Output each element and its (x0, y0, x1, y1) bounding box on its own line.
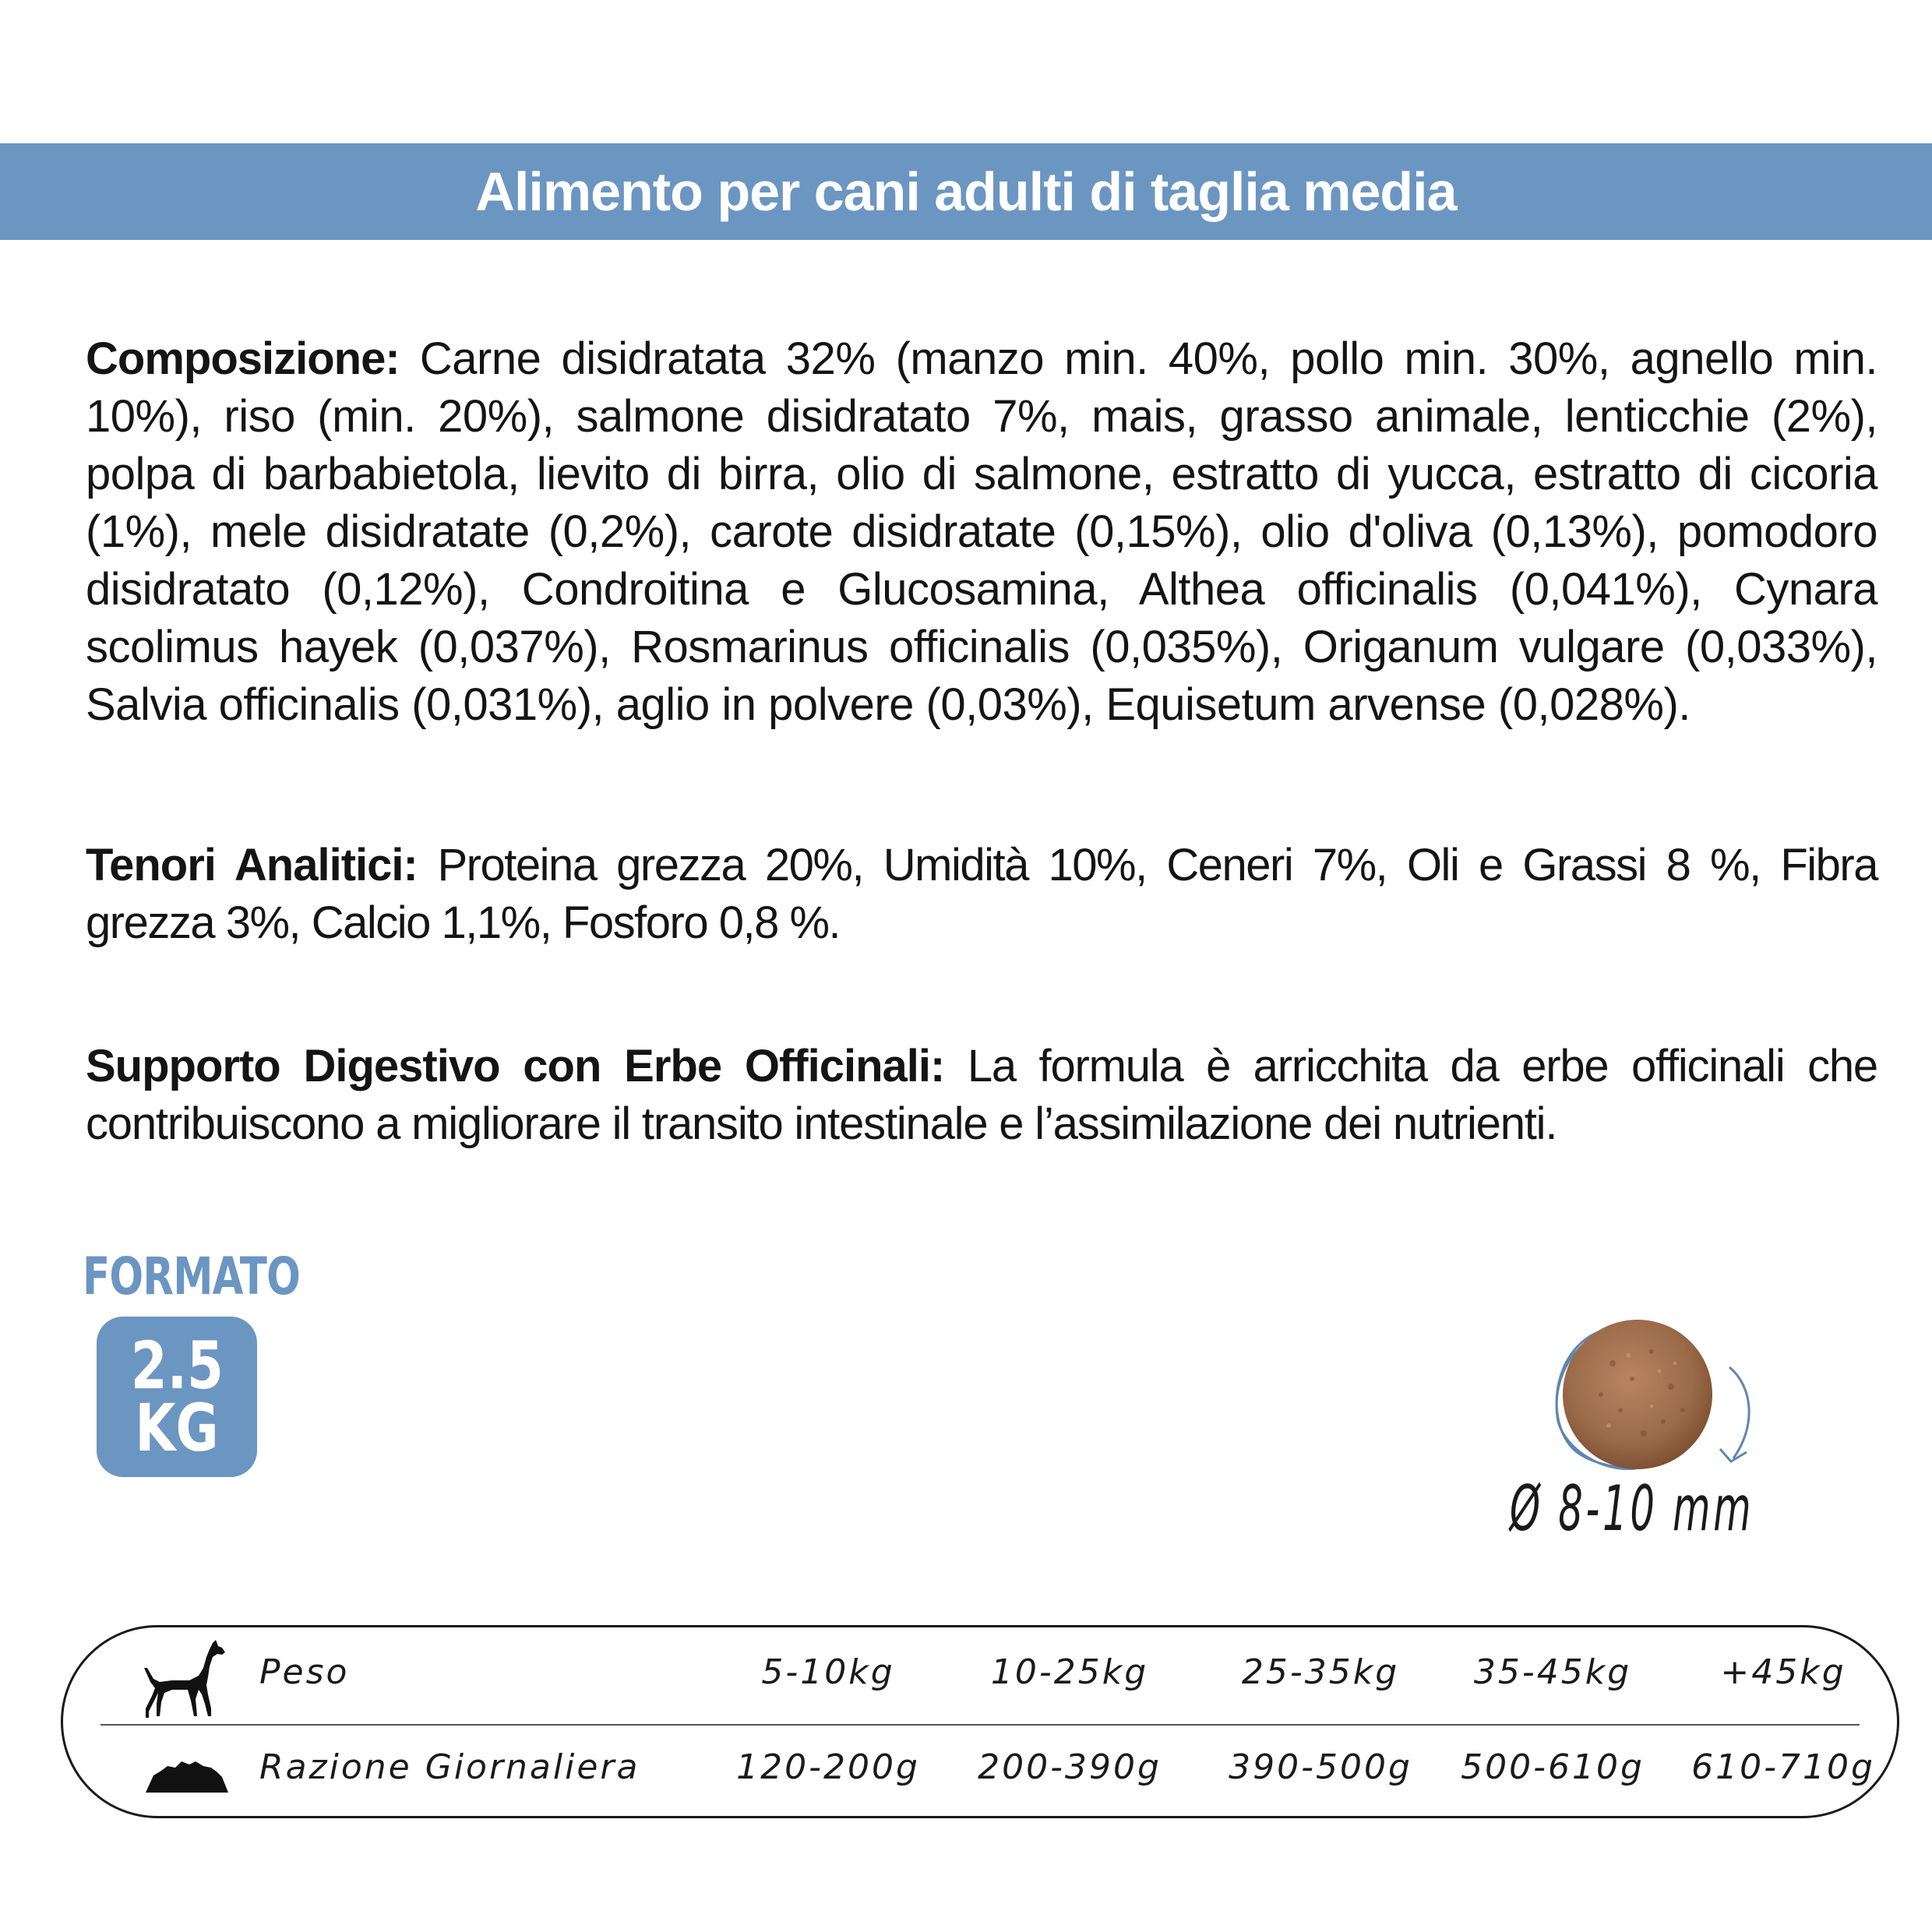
format-label: FORMATO (83, 1246, 301, 1306)
analytic-text: Proteina grezza 20%, Umidità 10%, Ceneri 7%, Oli e Grassi 8 %, Fibra grezza 3%, Calcio 1,1%, Fosforo 0,8 %. (86, 840, 1877, 948)
composition-text: Carne disidratata 32% (manzo min. 40%, pollo min. 30%, agnello min. 10%), riso (min. 20%), salmone disidratato 7%, mais, grasso animale, lenticchie (2%), polpa di barbabietola, lievito di birra, olio di salmone, estratto di yucca, estratto di cicoria (1%), mele disidratate (0,2%), carote disidratate (0,15%), olio d'oliva (0,13%), pomodoro disidratato (0,12%), Condroitina e Glucosamina, Althea officinalis (0,041%), Cynara scolimus hayek (0,037%), Rosmarinus officinalis (0,035%), Origanum vulgare (0,033%), Salvia officinalis (0,031%), aglio in polvere (0,03%), Equisetum arvense (0,028%). (86, 333, 1877, 730)
dog-icon (141, 1637, 234, 1722)
analytic-section (86, 837, 1877, 952)
weight-value: 35-45kg (1473, 1652, 1632, 1692)
digestive-text: La formula è arricchita da erbe officinali che contribuiscono a migliorare il transito intestinale e l’assimilazione dei nutrienti. (86, 1041, 1877, 1149)
ration-value: 390-500g (1229, 1747, 1412, 1787)
digestive-section (86, 1038, 1877, 1153)
table-row-ration (63, 1724, 1897, 1817)
kibble-pile-icon (141, 1732, 234, 1817)
kibble-size-label: Ø 8-10 mm (1510, 1472, 1754, 1545)
digestive-label: Supporto Digestivo con Erbe Officinali: (86, 1041, 945, 1091)
format-badge (97, 1317, 257, 1477)
weight-label: Peso (259, 1652, 350, 1692)
ration-value: 120-200g (736, 1747, 920, 1787)
table-row-weight (63, 1629, 1897, 1722)
ration-label: Razione Giornaliera (259, 1747, 640, 1787)
ration-value: 500-610g (1461, 1747, 1645, 1787)
kibble-piece (1563, 1320, 1712, 1469)
header-band (0, 143, 1932, 240)
ration-value: 610-710g (1691, 1747, 1875, 1787)
weight-value: +45kg (1720, 1652, 1846, 1692)
analytic-label: Tenori Analitici: (86, 840, 418, 890)
format-unit: KG (135, 1390, 219, 1466)
page-title: Alimento per cani adulti di taglia media (475, 161, 1457, 222)
weight-value: 5-10kg (761, 1652, 895, 1692)
ration-table (61, 1625, 1899, 1818)
composition-section (86, 330, 1877, 734)
weight-value: 25-35kg (1241, 1652, 1400, 1692)
composition-label: Composizione: (86, 333, 400, 384)
ration-value: 200-390g (978, 1747, 1162, 1787)
weight-value: 10-25kg (990, 1652, 1149, 1692)
format-amount: 2.5 (130, 1327, 224, 1404)
